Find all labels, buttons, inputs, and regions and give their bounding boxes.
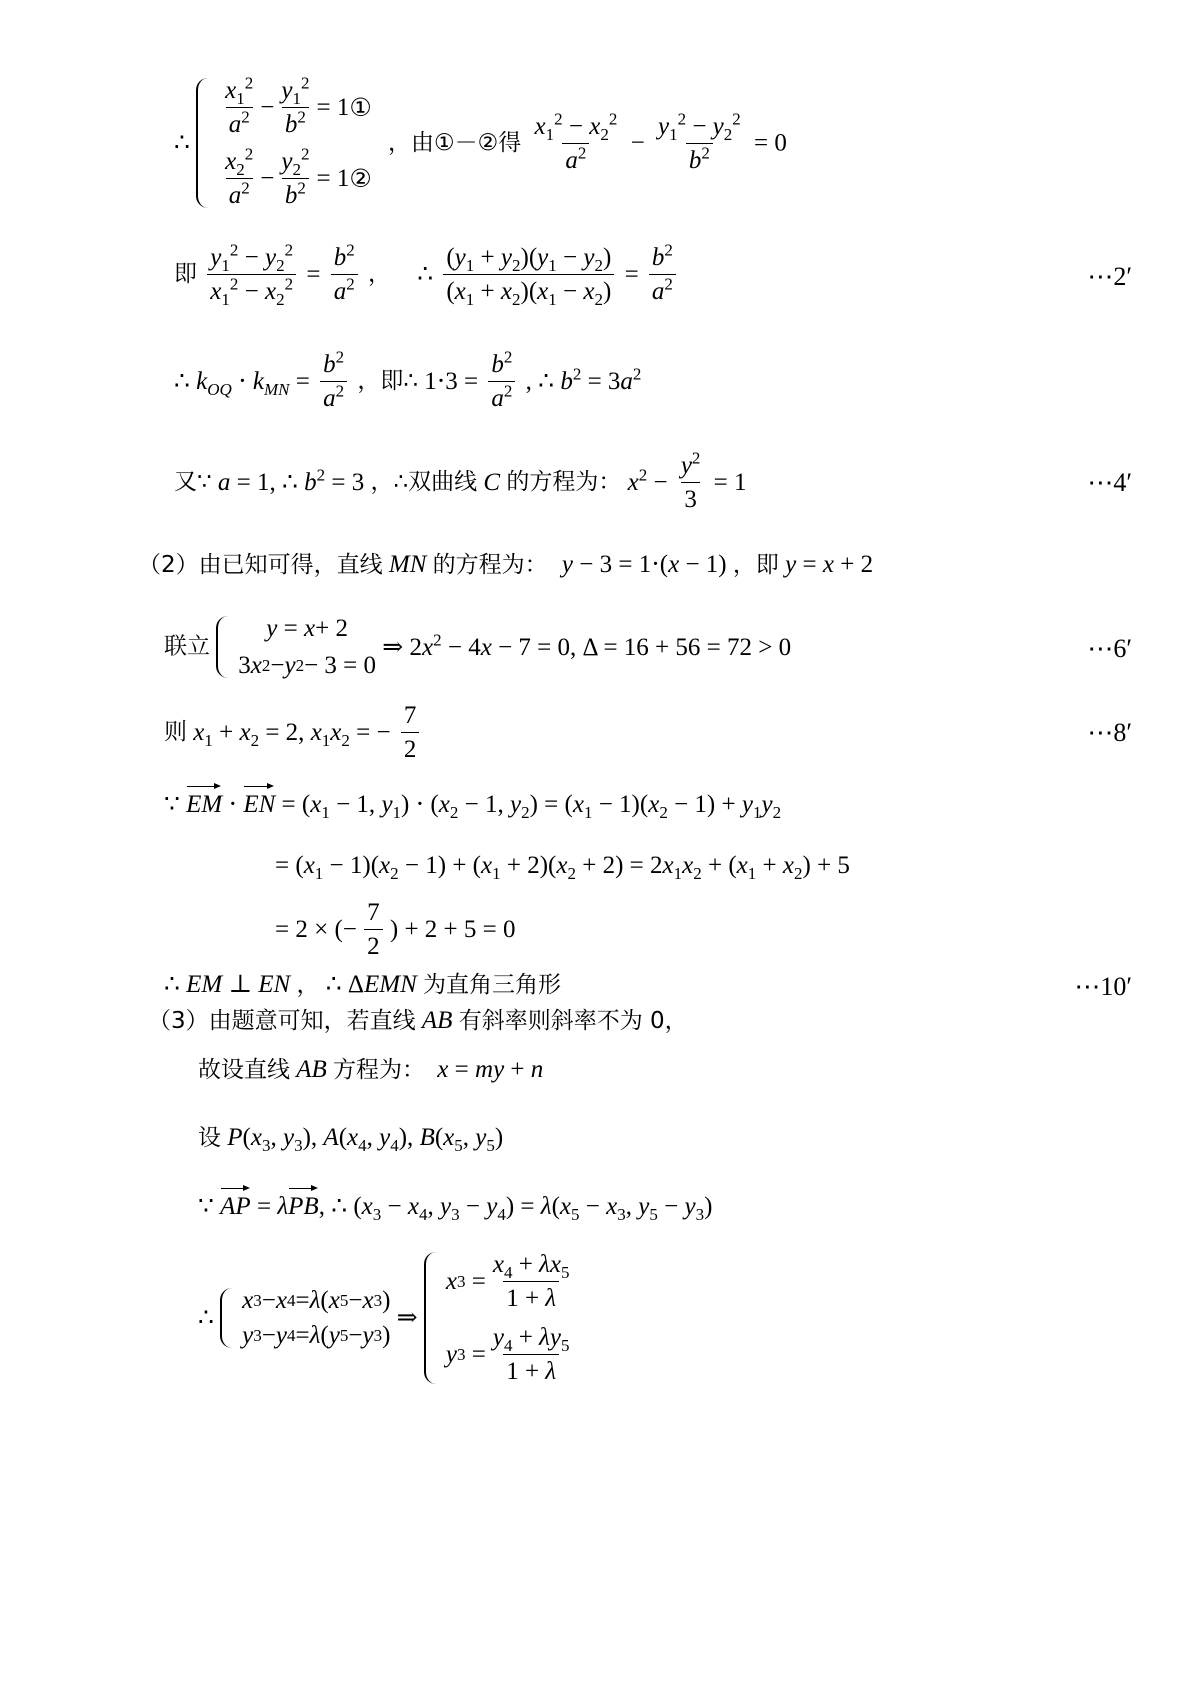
line-hyperbola-equation: 又∵ a = 1, ∴ $b^2 = 3$ ，∴双曲线 C 的方程为： $x^2$ − $\frac{y^2}{3}$ = 1	[174, 448, 747, 513]
line-right-triangle: ∴ EM ⊥ EN ， ∴ ΔEMN 为直角三角形	[164, 971, 561, 998]
joint-equation-system: y = x + 2 3 x 2 − y 2 − 3 = 0	[216, 616, 376, 678]
line-system-1: ∴ $\frac{x_1^2}{a^2}$ − $\frac{y_1^2}{b^2}$ = 1 ① $\frac{x_2^2}{a^2}$ − $\frac{y_2^2}{b^2}$ = 1 ② ，由①－②得 $\frac{x_1^2 - x_2^2}{a^2}$ − $\frac{y_1^2 - y_2^2}{b^2}$ = 0	[174, 73, 787, 209]
line-points: 设 $P(x_3$, $y_3$), $A(x_4$, $y_4$), $B(x_5$, $y_5$)	[198, 1124, 504, 1155]
line-final-system: ∴ x 3 − x 4 = λ ( x 5 − x 3 ) y 3 − y 4 = λ ( y 5 − y 3 ) ⇒ x 3 = $\frac{x_4 + \lambda x_5}{1 + \lambda}$ y 3 = $\frac{y_4 + \lambda y_5}{1 + \lambda}$	[198, 1252, 576, 1384]
line-dot-product-2: = $(x_1 - 1)(x_2 - 1) + (x_1 + 2)(x_2 + 2) = 2x_1x_2 + (x_1 + x_2) + 5$	[275, 852, 850, 883]
score-mark-6: ⋯6′	[1087, 634, 1132, 663]
score-mark-2: ⋯2′	[1087, 262, 1132, 291]
line-joint-system: 联立 y = x + 2 3 x 2 − y 2 − 3 = 0 ⇒ $2x^2 - 4x - 7 = 0$, Δ = 16 + 56 = 72 > 0	[164, 615, 792, 679]
score-mark-10: ⋯10′	[1074, 972, 1132, 1001]
equation-system: $\frac{x_1^2}{a^2}$ − $\frac{y_1^2}{b^2}$ = 1 ① $\frac{x_2^2}{a^2}$ − $\frac{y_2^2}{b^2}$ = 1 ②	[196, 78, 372, 208]
line-vector-relation: ∵ AP = λPB, ∴ ($x_3 - x_4$, $y_3 - y_4) = \lambda(x_5 - x_3$, $y_5 - y_3$)	[198, 1186, 712, 1219]
line-dot-product-3: = 2 × (− $\frac{7}{2}$ ) + 2 + 5 = 0	[275, 899, 516, 960]
line-part3-intro: （3）由题意可知，若直线 AB 有斜率则斜率不为 0，	[148, 1007, 688, 1034]
line-ab-equation: 故设直线 AB 方程为： x = my + n	[198, 1056, 544, 1083]
line-part2-intro: （2）由已知可得，直线 MN 的方程为： y − 3 = 1⋅(x − 1) ，即 y = x + 2	[138, 551, 874, 578]
score-mark-8: ⋯8′	[1087, 718, 1132, 747]
line-dot-product-1: ∵ EM ⋅ EN = ($x_1 - 1$, $y_1) \cdot (x_2 - 1$, $y_2) = (x_1 - 1)(x_2 - 1) + y_1y_2$	[164, 784, 781, 817]
solved-system: x 3 = $\frac{x_4 + \lambda x_5}{1 + \lambda}$ y 3 = $\frac{y_4 + \lambda y_5}{1 + \lambda}$	[424, 1252, 577, 1384]
line-k-product: ∴ $k_{OQ} \cdot k_{MN}$ = $\frac{b^2}{a^2}$ ，即∴ 1⋅3 = $\frac{b^2}{a^2}$ , ∴ $b^2 = 3a^2$	[174, 347, 642, 412]
component-system: x 3 − x 4 = λ ( x 5 − x 3 ) y 3 − y 4 = λ ( y 5 − y 3 )	[220, 1288, 390, 1348]
line-vieta: 则 $x_1 + x_2 = 2$, $x_1x_2$ = − $\frac{7}{2}$	[164, 703, 423, 762]
score-mark-4: ⋯4′	[1087, 468, 1132, 497]
line-slope-ratio: 即 $\frac{y_1^2 - y_2^2}{x_1^2 - x_2^2}$ = $\frac{b^2}{a^2}$ ， ∴ $\frac{(y_1 + y_2)(y_1 - y_2)}{(x_1 + x_2)(x_1 - x_2)}$ = $\frac{b^2}{a^2}$	[174, 245, 680, 304]
